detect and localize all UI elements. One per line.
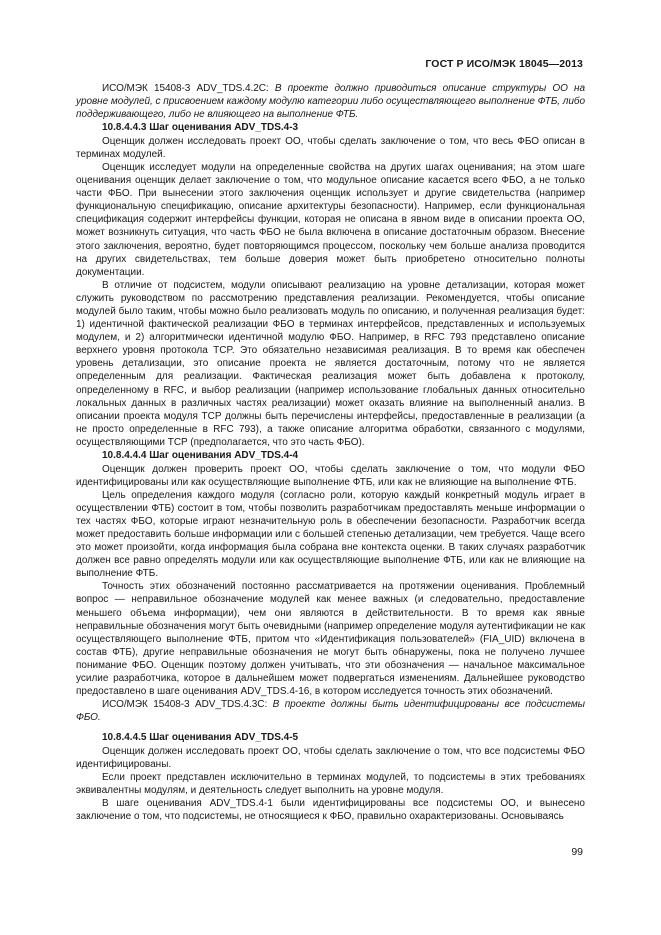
body-paragraph: Точность этих обозначений постоянно рассматривается на протяжении оценивания. Проблемный вопрос — неправильное обозначение модулей как менее важных (и следовательно, предоставление меньшего объема информации), чем они являются в действительности. В то время как явные неправильные обозначения могут быть очевидными (например определение модуля аутентификации не как осуществляющего выполнение ФТБ, притом что «Идентификация пользователей» (FIA_UID) включена в состав ФТБ), другие неправильные обозначения не могут быть обнаружены, пока не получено лучшее понимание ФБО. Оценщик поэтому должен учитывать, что эти обозначения — начальное максимальное усилие разработчика, которое в дальнейшем может подвергаться изменениям. Дальнейшее руководство предоставлено в шаге оценивания ADV_TDS.4-16, в котором исследуется точность этих обозначений. <box>76 581 585 698</box>
page-content <box>76 82 585 823</box>
body-paragraph: Оценщик должен исследовать проект ОО, чтобы сделать заключение о том, что весь ФБО описан в терминах модулей. <box>76 135 585 160</box>
body-paragraph: Оценщик должен проверить проект ОО, чтобы сделать заключение о том, что модули ФБО идентифицированы или как осуществляющие выполнение ФТБ, или как не влияющие на выполнение ФТБ. <box>76 463 585 488</box>
criterion-prefix: ИСО/МЭК 15408-3 ADV_TDS.4.3С: <box>102 699 273 711</box>
section-heading: 10.8.4.4.4 Шаг оценивания ADV_TDS.4-4 <box>102 450 299 462</box>
section-heading: 10.8.4.4.3 Шаг оценивания ADV_TDS.4-3 <box>102 122 299 134</box>
criterion-paragraph <box>76 698 585 724</box>
body-paragraph: В шаге оценивания ADV_TDS.4-1 были идентифицированы все подсистемы ОО, и вынесено заключение о том, что подсистемы, не относящиеся к ФБО, правильно охарактеризованы. Основываясь <box>76 798 585 823</box>
criterion-text: В проекте должно приводиться описание структуры ОО на уровне модулей, с присвоением каждому модулю категории либо осуществляющего выполнение ФТБ, либо поддерживающего, либо не влияющего на выполнение ФТБ. <box>76 83 585 121</box>
section-heading: 10.8.4.4.5 Шаг оценивания ADV_TDS.4-5 <box>102 732 299 744</box>
body-paragraph: Оценщик должен исследовать проект ОО, чтобы сделать заключение о том, что все подсистемы ФБО идентифицированы. <box>76 745 585 770</box>
criterion-paragraph <box>76 82 585 121</box>
page-header-title: ГОСТ Р ИСО/МЭК 18045—2013 <box>425 58 583 70</box>
page-number: 99 <box>571 846 583 858</box>
body-paragraph: Оценщик исследует модули на определенные свойства на других шагах оценивания; на этом шаге оценивания оценщик делает заключение о том, что модульное описание касается всего ФБО, а не только части ФБО. При вынесении этого заключения оценщик использует и другие свидетельства (например функциональную спецификацию, описание архитектуры безопасности). Например, если функциональная спецификация содержит интерфейсы функции, которая не описана в явном виде в описании проекта ОО, может возникнуть ситуация, что часть ФБО не была включена в описание достаточным образом. Внесение этого заключения, вероятно, будет повторяющимся процессом, поскольку чем больше анализа проводится на других свидетельствах, тем больше доверия может быть приобретено относительно полноты документации. <box>76 161 585 278</box>
body-paragraph: В отличие от подсистем, модули описывают реализацию на уровне детализации, которая может служить руководством по рассмотрению представления реализации. Рекомендуется, чтобы описание модулей было таким, чтобы можно было реализовать модуль по описанию, и полученная реализация будет: 1) идентичной фактической реализации ФБО в терминах интерфейсов, представленных и используемых модулем, и 2) алгоритмически идентичной модулю ФБО. Например, в RFC 793 представлено описание верхнего уровня протокола TCP. Это обязательно независимая реализация. В то время как обеспечен уровень детализации, это описание проекта не является достаточным, потому что не является определенным для реализации. Фактическая реализация может быть добавлена к протоколу, определенному в RFC, и выбор реализации (например использование глобальных данных относительно локальных данных в различных частях реализации) может оказать влияние на выполненный анализ. В описании проекта модуля TCP должны быть перечислены интерфейсы, предоставленные в реализации (а не просто определенные в RFC 793), а также описание алгоритма обработки, связанного с модулями, осуществляющими TCP (предполагается, что это часть ФБО). <box>76 279 585 448</box>
body-paragraph: Цель определения каждого модуля (согласно роли, которую каждый конкретный модуль играет в осуществлении ФТБ) состоит в том, чтобы позволить разработчикам предоставлять меньше информации о тех частях ФБО, которые играют незначительную роль в обеспечении безопасности. Разработчик всегда может предоставить больше информации или с большей степенью детализации, чем требуется. Чаще всего это может произойти, когда информация была собрана вне контекста оценки. В таких случаях разработчик должен все равно определять модули или как осуществляющие выполнение ФТБ, или как не влияющие на выполнение ФТБ. <box>76 489 585 580</box>
criterion-text: В проекте должны быть идентифицированы все подсистемы ФБО. <box>76 699 585 724</box>
criterion-prefix: ИСО/МЭК 15408-3 ADV_TDS.4.2С: <box>102 83 275 94</box>
body-paragraph: Если проект представлен исключительно в терминах модулей, то подсистемы в этих требованиях эквивалентны модулям, и деятельность следует выполнить на уровне модуля. <box>76 772 585 797</box>
